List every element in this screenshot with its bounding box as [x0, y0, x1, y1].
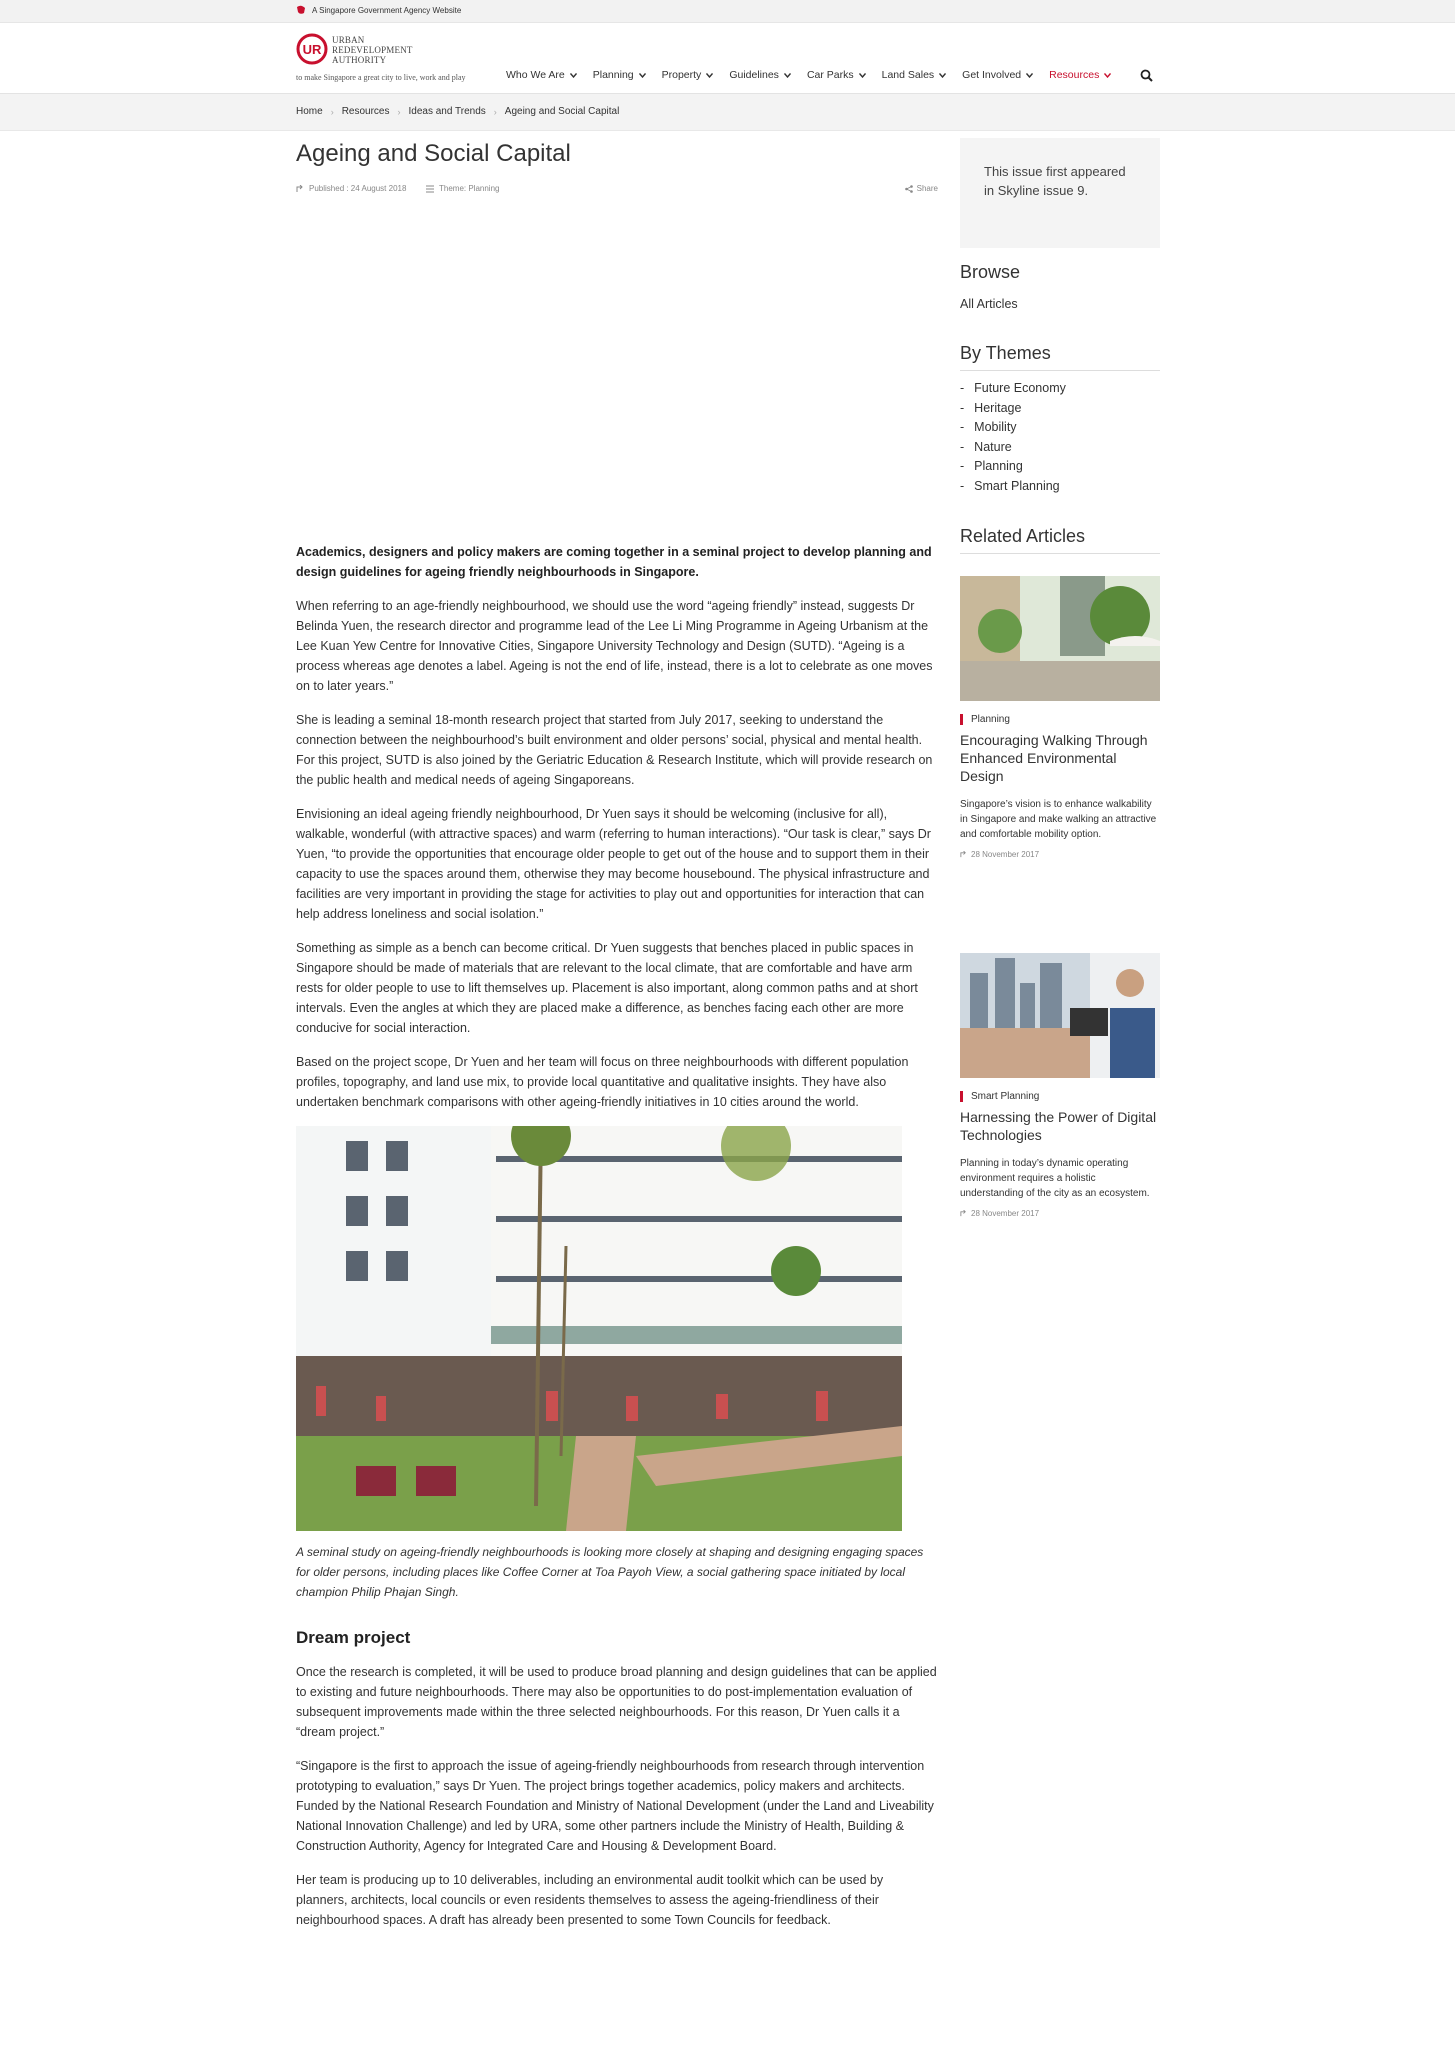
breadcrumb-resources[interactable]: Resources — [341, 106, 390, 117]
lion-head-icon — [296, 5, 306, 15]
page-title: Ageing and Social Capital — [296, 140, 571, 167]
related-card-category: Planning — [960, 714, 1160, 725]
nav-planning[interactable]: Planning — [593, 69, 646, 81]
theme-item-planning[interactable]: - Planning — [960, 459, 1023, 473]
publish-icon — [296, 185, 304, 193]
share-icon — [905, 185, 913, 193]
breadcrumb-separator: › — [397, 106, 401, 117]
theme-item-future-economy[interactable]: - Future Economy — [960, 381, 1066, 395]
search-icon[interactable] — [1140, 69, 1153, 82]
main-nav — [506, 69, 1127, 81]
published-date: Published : 24 August 2018 — [296, 184, 406, 193]
chevron-down-icon — [784, 73, 791, 78]
breadcrumb-ideas-and-trends[interactable]: Ideas and Trends — [408, 106, 486, 117]
chevron-down-icon — [1026, 73, 1033, 78]
related-card-date: 28 November 2017 — [960, 1209, 1160, 1218]
logo-line-1: URBAN — [332, 35, 365, 45]
chevron-down-icon — [859, 73, 866, 78]
theme-list — [960, 379, 1160, 496]
divider — [960, 370, 1160, 371]
logo-line-3: AUTHORITY — [332, 55, 387, 65]
category-marker — [960, 714, 963, 725]
related-card-image — [960, 953, 1160, 1078]
publish-icon — [960, 851, 967, 858]
category-marker — [960, 1091, 963, 1102]
embedded-media-area — [296, 202, 938, 542]
nav-land-sales[interactable]: Land Sales — [882, 69, 947, 81]
chevron-down-icon — [939, 73, 946, 78]
related-card-title[interactable]: Encouraging Walking Through Enhanced Environmental Design — [960, 732, 1148, 784]
ura-logo-icon — [296, 33, 328, 65]
breadcrumb-separator: › — [493, 106, 497, 117]
article-paragraph: Her team is producing up to 10 deliverables, including an environmental audit toolkit which can be used by planners, architects, local councils or even residents themselves to assess the ageing-friendliness of their neighbourhood spaces. A draft has already been presented to some Town Councils for feedback. — [296, 1873, 884, 1927]
browse-heading: Browse — [960, 262, 1021, 282]
article-paragraph: “Singapore is the first to approach the issue of ageing-friendly neighbourhoods from research through intervention prototyping to evaluation,” says Dr Yuen. The project brings together academics, policy makers and architects. Funded by the National Research Foundation and Ministry of National Development (under the Land and Liveability National Innovation Challenge) and led by URA, some other partners include the Ministry of Health, Building & Construction Authority, Agency for Integrated Care and Housing & Development Board. — [296, 1759, 934, 1853]
chevron-down-icon — [639, 73, 646, 78]
skyline-issue-note: This issue first appeared in Skyline issue 9. — [960, 138, 1160, 248]
related-heading: Related Articles — [960, 526, 1086, 546]
breadcrumb-current: Ageing and Social Capital — [504, 106, 620, 117]
publish-icon — [960, 1210, 967, 1217]
chevron-down-icon — [570, 73, 577, 78]
gov-banner — [0, 0, 1455, 23]
related-card-image — [960, 576, 1160, 701]
logo-wordmark — [332, 35, 413, 65]
breadcrumb-home[interactable]: Home — [296, 106, 323, 117]
related-card-desc: Singapore’s vision is to enhance walkability in Singapore and make walking an attractive and comfortable mobility option. — [960, 799, 1157, 840]
theme-item-heritage[interactable]: - Heritage — [960, 400, 1022, 415]
article-meta — [296, 180, 938, 202]
related-card[interactable] — [960, 576, 1160, 859]
article-paragraph: Envisioning an ideal ageing friendly neighbourhood, Dr Yuen says it should be welcoming (inclusive for all), walkable, wonderful (with attractive spaces) and warm (referring to human interactions). “Our task is clear,” says Dr Yuen, “to provide the opportunities that encourage older people to get out of the house and to support them in their capacity to use the spaces around them, otherwise they may become housebound. The physical infrastructure and facilities are very important in providing the stage for activities to play out and opportunities for interaction that can help address loneliness and social isolation.” — [296, 807, 931, 921]
article-paragraph: Something as simple as a bench can become critical. Dr Yuen suggests that benches placed in public spaces in Singapore should be made of materials that are relevant to the local climate, that are comfortable and have arm rests for older people to use to lift themselves up. Placement is also important, along common paths and at short intervals. Even the angles at which they are placed make a difference, as benches facing each other are more conducive for social interaction. — [296, 941, 918, 1035]
article — [296, 130, 938, 1944]
related-card-desc: Planning in today’s dynamic operating environment requires a holistic understanding of the city as an ecosystem. — [960, 1158, 1150, 1199]
theme-item-smart-planning[interactable]: - Smart Planning — [960, 478, 1060, 493]
article-theme: Theme: Planning — [426, 184, 499, 193]
related-card-category: Smart Planning — [960, 1091, 1160, 1102]
divider — [960, 553, 1160, 554]
nav-car-parks[interactable]: Car Parks — [807, 69, 866, 81]
theme-item-nature[interactable]: - Nature — [960, 439, 1012, 454]
photo-caption: A seminal study on ageing-friendly neighbourhoods is looking more closely at shaping and designing engaging spaces for older persons, including places like Coffee Corner at Toa Payoh View, a social gathering space initiated by local champion Philip Phajan Singh. — [296, 1545, 924, 1599]
related-card[interactable] — [960, 953, 1160, 1218]
site-header — [0, 23, 1455, 94]
breadcrumb — [0, 94, 1455, 131]
article-photo-toa-payoh — [296, 1126, 902, 1531]
nav-guidelines[interactable]: Guidelines — [729, 69, 791, 81]
chevron-down-icon — [1104, 73, 1111, 78]
article-paragraph: When referring to an age-friendly neighbourhood, we should use the word “ageing friendly” instead, suggests Dr Belinda Yuen, the research director and programme lead of the Lee Li Ming Programme in Ageing Urbanism at the Lee Kuan Yew Centre for Innovative Cities, Singapore University Technology and Design (SUTD). “Ageing is a process whereas age denotes a label. Ageing is not the end of life, instead, there is a lot to celebrate as one moves on to later years.” — [296, 599, 933, 693]
related-card-title[interactable]: Harnessing the Power of Digital Technologies — [960, 1109, 1157, 1143]
related-card-date: 28 November 2017 — [960, 850, 1160, 859]
nav-who-we-are[interactable]: Who We Are — [506, 69, 577, 81]
gov-banner-text: A Singapore Government Agency Website — [312, 5, 462, 15]
article-lead: Academics, designers and policy makers are coming together in a seminal project to develop planning and design guidelines for ageing friendly neighbourhoods in Singapore. — [296, 545, 932, 579]
logo-line-2: REDEVELOPMENT — [332, 45, 413, 55]
svg-text:UR: UR — [302, 42, 322, 57]
theme-item-mobility[interactable]: - Mobility — [960, 420, 1017, 434]
breadcrumb-separator: › — [330, 106, 334, 117]
article-paragraph: Once the research is completed, it will be used to produce broad planning and design guidelines that can be applied to existing and future neighbourhoods. There may also be opportunities to do post-implementation evaluation of subsequent improvements made within the three selected neighbourhoods. For this reason, Dr Yuen calls it a “dream project.” — [296, 1665, 937, 1739]
nav-resources[interactable]: Resources — [1049, 69, 1111, 81]
article-paragraph: She is leading a seminal 18-month research project that started from July 2017, seeking to understand the connection between the neighbourhood’s built environment and older persons’ social, physical and mental health. For this project, SUTD is also joined by the Geriatric Education & Research Institute, which will provide research on the public health and medical needs of ageing Singaporeans. — [296, 713, 933, 787]
logo-tagline: to make Singapore a great city to live, work and play — [296, 73, 466, 82]
themes-heading: By Themes — [960, 343, 1051, 363]
article-paragraph: Based on the project scope, Dr Yuen and her team will focus on three neighbourhoods with different population profiles, topography, and land use mix, to provide local quantitative and qualitative insights. They have also undertaken benchmark comparisons with other ageing-friendly initiatives in 10 cities around the world. — [296, 1055, 909, 1109]
nav-get-involved[interactable]: Get Involved — [962, 69, 1033, 81]
list-icon — [426, 185, 434, 193]
share-button[interactable]: Share — [905, 184, 938, 193]
sidebar — [960, 138, 1160, 1218]
chevron-down-icon — [706, 73, 713, 78]
all-articles-link[interactable]: All Articles — [960, 297, 1018, 311]
nav-property[interactable]: Property — [662, 69, 714, 81]
ura-logo[interactable] — [296, 33, 413, 65]
section-heading: Dream project — [296, 1628, 411, 1647]
